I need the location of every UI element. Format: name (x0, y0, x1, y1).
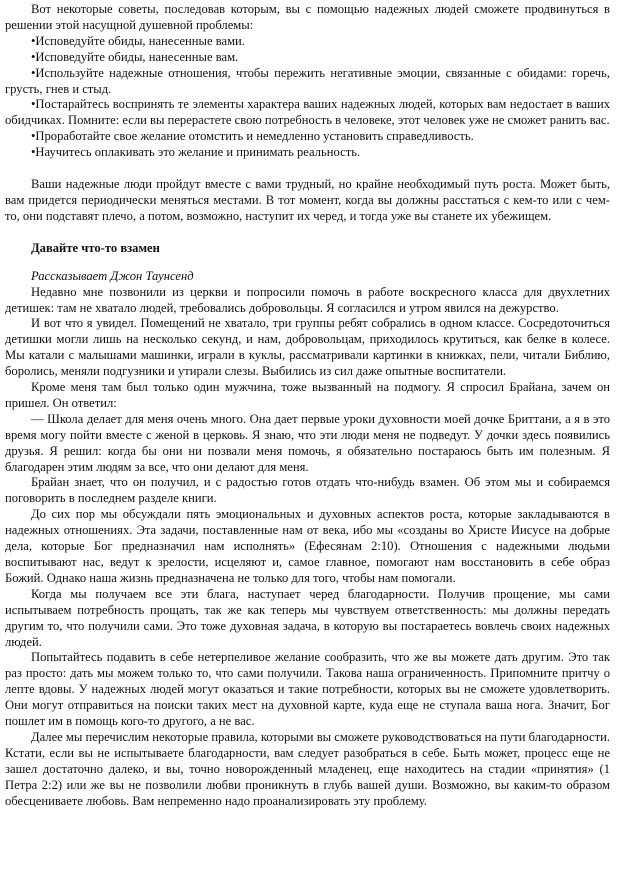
intro-paragraph: Вот некоторые советы, последовав которым, вы с помощью надежных людей сможете продвинуться в решении этой насущной душевной проблемы: (5, 2, 610, 32)
story-paragraph: Недавно мне позвонили из церкви и попросили помочь в работе воскресного класса для двухлетних детишек: там не хватало людей, требовались добровольцы. Я согласился и утром явился на дежурство. (5, 284, 610, 315)
bullet-item: •Исповедуйте обиды, нанесенные вам. (31, 49, 239, 64)
spacer (5, 161, 610, 177)
bullet-item: •Исповедуйте обиды, нанесенные вами. (31, 33, 245, 48)
path-paragraph: Ваши надежные люди пройдут вместе с вами трудный, но крайне необходимый путь роста. Может быть, вам придется периодически меняться местами. В тот момент, когда вы должны расстаться с кем-то или с чем-то, они подставят плечо, а потом, возможно, наступит их черед, и тогда уже вы станете их убежищем. (5, 177, 610, 223)
story-paragraph: Попытайтесь подавить в себе нетерпеливое желание сообразить, что же вы можете дать другим. Это так раз просто: дать мы можем только то, что сами получили. Такова наша ограниченность. Припомните притчу о лепте вдовы. У надежных людей могут оказаться и такие потребности, которых вы не сможете удовлетворить. Они могут отправиться на поиски таких мест на духовной карте, куда еще не ступала ваша нога. Значит, Бог пошлет им в помощь кого-то другого, а не вас. (5, 650, 610, 729)
bullet-item: •Проработайте свое желание отомстить и немедленно установить справедливость. (31, 129, 474, 144)
story-paragraph: Далее мы перечислим некоторые правила, которыми вы сможете руководствоваться на пути благодарности. Кстати, если вы не испытываете благодарности, вам следует разобраться в себе. Быть может, процесс еще не зашел достаточно далеко, и вы, точно новорожденный младенец, еще находитесь на стадии «принятия» (1 Петра 2:2) или же вы не позволили любви проникнуть в глубь вашей души. Возможно, вы каким-то образом обесцениваете любовь. Вам непременно надо проанализировать эту проблему. (5, 729, 610, 808)
spacer (5, 225, 610, 241)
story-paragraph: До сих пор мы обсуждали пять эмоциональных и духовных аспектов роста, которые закладываются в надежных отношениях. Эта задачи, поставленные нам от века, ибо мы «созданы во Христе Иисусе на добрые дела, которые Бог предназначил нам исполнять» (Ефесянам 2:10). Отношения с надежными людьми воспитывают нас, ведут к зрелости, исцеляют и, самое главное, помогают нам восстановить в себе образ Божий. Однако наша жизнь предназначена не только для того, чтобы нам помогали. (5, 507, 610, 585)
section-heading: Давайте что-то взамен (31, 240, 160, 255)
spacer (5, 257, 610, 269)
story-paragraph: — Школа делает для меня очень много. Она дает первые уроки духовности моей дочке Бриттани, а я в это время могу пойти вместе с женой в церковь. Я знаю, что эти люди меня не подведут. У дочки здесь появились друзья. Я решил: когда бы они ни позвали меня помочь, я обязательно постараюсь быть им полезным. Я благодарен этим людям за все, что они делают для меня. (5, 411, 610, 474)
story-paragraph: Кроме меня там был только один мужчина, тоже вызванный на подмогу. Я спросил Брайана, зачем он пришел. Он ответил: (5, 380, 610, 410)
bullet-item: •Используйте надежные отношения, чтобы пережить негативные эмоции, связанные с обидами: горечь, грусть, гнев и стыд. (5, 65, 610, 96)
story-paragraph: Брайан знает, что он получил, и с радостью готов отдать что-нибудь взамен. Об этом мы и собираемся поговорить в последнем разделе книги. (5, 475, 610, 506)
author-line: Рассказывает Джон Таунсенд (31, 268, 194, 283)
bullet-item: •Научитесь оплакивать это желание и принимать реальность. (31, 145, 361, 160)
story-paragraph: Когда мы получаем все эти блага, наступает черед благодарности. Получив прощение, мы сами испытываем потребность прощать, так же как теперь мы чувствуем ответственность: мы должны передать другим то, что получили сами. Это тоже духовная задача, в которую вы постараетесь вовлечь своих надежных людей. (5, 586, 610, 649)
story-paragraph: И вот что я увидел. Помещений не хватало, три группы ребят собрались в одном классе. Сосредоточиться детишки могли лишь на несколько секунд, и нам, добровольцам, приходилось крутиться, как белке в колесе. Мы катали с малышами машинки, играли в куклы, рассматривали картинки в книжках, пели, читали Библию, боролись, меняли подгузники и утирали слезы. Выбились из сил даже опытные воспитатели. (5, 316, 610, 379)
bullet-item: •Постарайтесь воспринять те элементы характера ваших надежных людей, которых вам недостает в ваших обидчиках. Помните: если вы перерастете свою потребность в человеке, этот человек уже не сможет ранить вас. (5, 97, 610, 128)
